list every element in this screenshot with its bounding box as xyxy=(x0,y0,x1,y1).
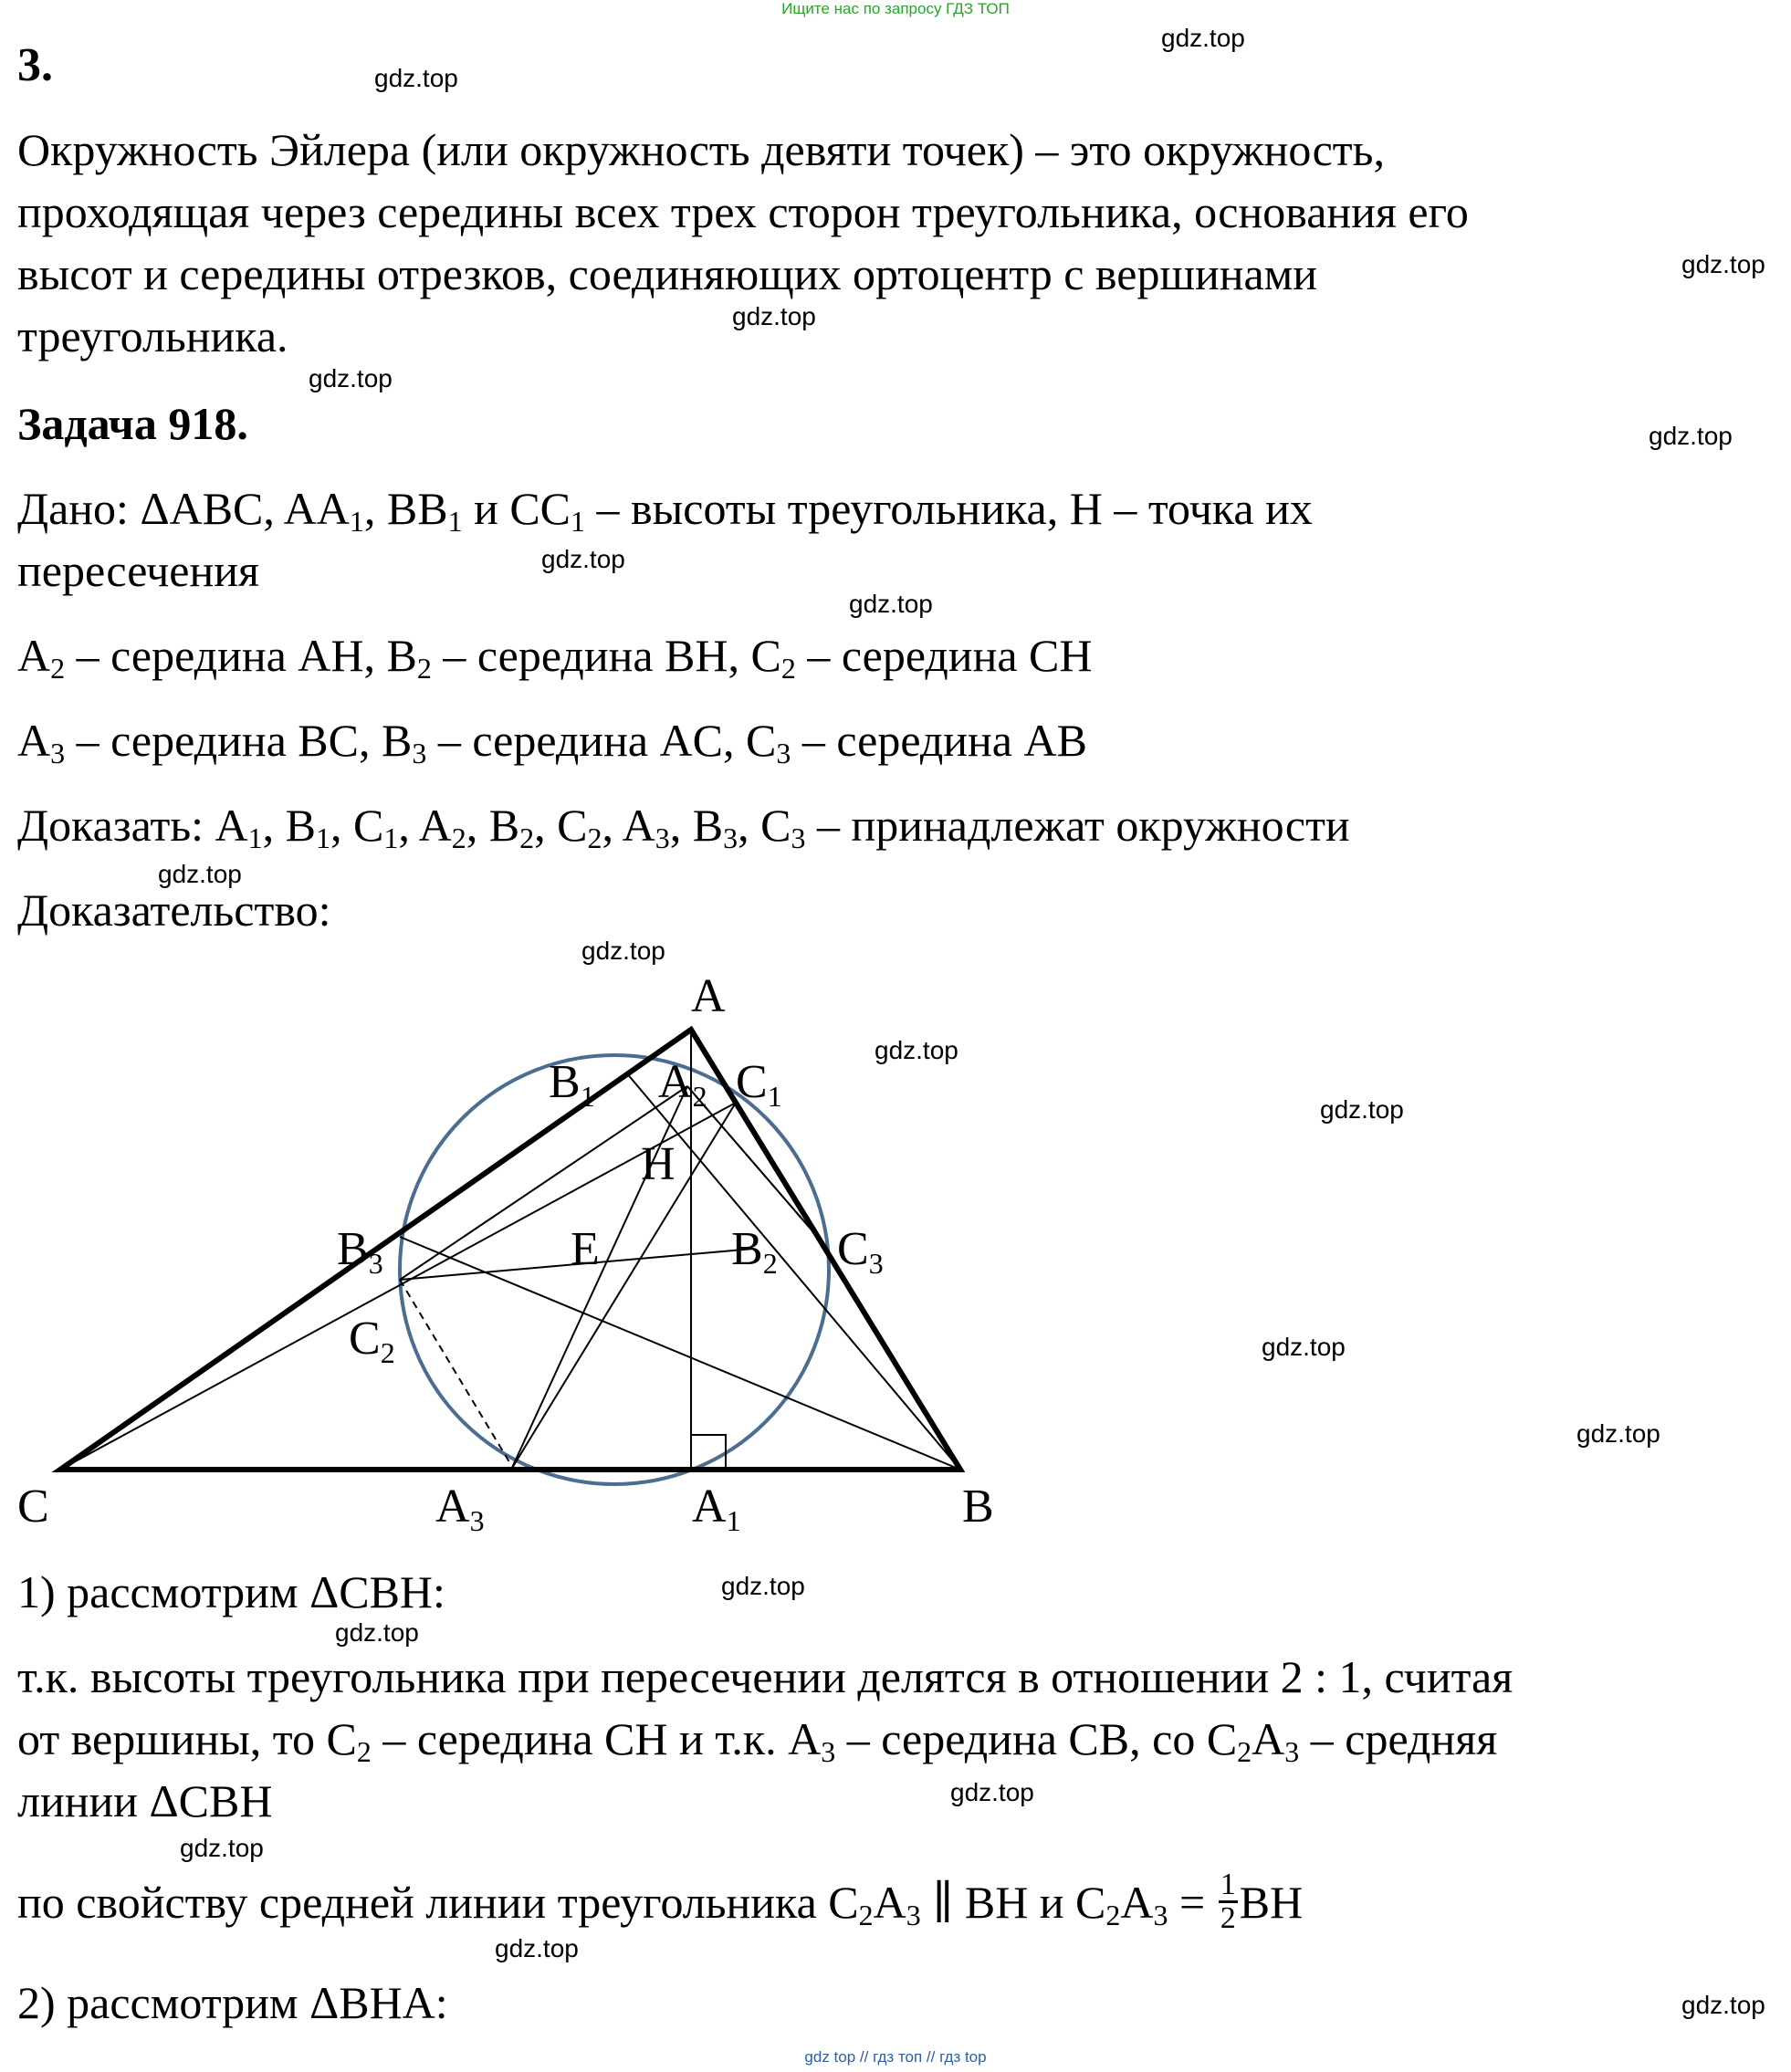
watermark: gdz.top xyxy=(721,1572,805,1600)
watermark: gdz.top xyxy=(335,1618,419,1647)
dashed-c2-a3 xyxy=(400,1280,511,1465)
step1-title: 1) рассмотрим ΔCBH: xyxy=(17,1566,445,1617)
prove-line: Доказать: $A_1$, $B_1$, $C_1$, $A_2$, $B_2$, $C_2$, $A_3$, $B_3$, $C_3$ – принадлежат окружности xyxy=(17,800,1350,854)
watermark: gdz.top xyxy=(309,364,393,392)
watermark: gdz.top xyxy=(581,937,665,965)
label-C2: C2 xyxy=(349,1313,395,1369)
definition-line-1: Окружность Эйлера (или окружность девяти точек) – это окружность, xyxy=(17,124,1385,175)
watermark: gdz.top xyxy=(158,860,242,888)
definition-line-3: высот и середины отрезков, соединяющих ортоцентр с вершинами xyxy=(17,248,1318,299)
altitude-cc1 xyxy=(60,1103,736,1470)
step1-line4: по свойству средней линии треугольника $C_2A_3$ ∥ BH и $C_2A_3$ = $\frac{1}{2}$ BH xyxy=(17,1868,1304,1936)
step1-line3: линии ΔCBH xyxy=(17,1775,273,1826)
watermark: gdz.top xyxy=(950,1778,1034,1806)
watermark: gdz.top xyxy=(180,1834,264,1862)
label-H: H xyxy=(641,1138,676,1190)
label-C1: C1 xyxy=(736,1056,782,1113)
watermark: gdz.top xyxy=(1262,1333,1346,1361)
watermark: gdz.top xyxy=(541,545,625,573)
definition-line-4: треугольника. xyxy=(17,310,288,361)
label-A1: A1 xyxy=(692,1481,741,1537)
label-B3: B3 xyxy=(337,1223,383,1280)
watermark: gdz.top xyxy=(1576,1419,1660,1448)
label-E: E xyxy=(571,1223,600,1275)
triangle-abc xyxy=(60,1030,960,1470)
footer-watermark: gdz top // гдз топ // гдз top xyxy=(804,2048,987,2066)
label-A2: A2 xyxy=(658,1056,707,1113)
label-A: A xyxy=(691,970,726,1022)
step2-title: 2) рассмотрим ΔBHA: xyxy=(17,1977,448,2028)
label-A3: A3 xyxy=(435,1481,485,1537)
watermark: gdz.top xyxy=(1681,250,1765,278)
label-C3: C3 xyxy=(837,1223,884,1280)
given-line-1: Дано: ΔABC, $AA_1$, $BB_1$ и $CC_1$ – высоты треугольника, H – точка их xyxy=(17,483,1313,538)
altitude-bb1 xyxy=(626,1073,960,1470)
watermark: gdz.top xyxy=(849,590,933,618)
step1-line1: т.к. высоты треугольника при пересечении делятся в отношении 2 : 1, считая xyxy=(17,1651,1513,1702)
given-line-2: пересечения xyxy=(17,545,259,596)
watermark: gdz.top xyxy=(732,302,816,330)
fraction-one-half: $\frac{1}{2}$ xyxy=(1220,1868,1236,1936)
watermark: gdz.top xyxy=(1649,422,1733,450)
label-B2: B2 xyxy=(731,1223,778,1280)
proof-label: Доказательство: xyxy=(17,884,331,936)
midpoints-line-2: $A_3$ – середина BC, $B_3$ – середина AC, $C_3$ – середина AB xyxy=(17,715,1087,769)
label-C: C xyxy=(17,1481,49,1533)
midpoints-line-1: $A_2$ – середина AH, $B_2$ – середина BH, $C_2$ – середина CH xyxy=(17,630,1093,685)
watermark: gdz.top xyxy=(1161,24,1245,52)
step1-line2: от вершины, то $C_2$ – середина CH и т.к. $A_3$ – середина CB, со $C_2A_3$ – средняя xyxy=(17,1713,1498,1768)
watermark: gdz.top xyxy=(1320,1095,1404,1124)
watermark: gdz.top xyxy=(374,64,458,92)
watermark: gdz.top xyxy=(1681,1991,1765,2019)
segment-a3-c1 xyxy=(511,1103,736,1470)
definition-line-2: проходящая через середины всех трех сторон треугольника, основания его xyxy=(17,186,1469,237)
label-B1: B1 xyxy=(549,1056,595,1113)
watermark: gdz.top xyxy=(875,1036,958,1064)
label-B: B xyxy=(962,1481,994,1533)
task-title: Задача 918. xyxy=(17,398,248,449)
top-banner[interactable]: Ищите нас по запросу ГДЗ ТОП xyxy=(781,0,1010,17)
watermark: gdz.top xyxy=(495,1934,579,1962)
section-number: 3. xyxy=(17,39,53,91)
